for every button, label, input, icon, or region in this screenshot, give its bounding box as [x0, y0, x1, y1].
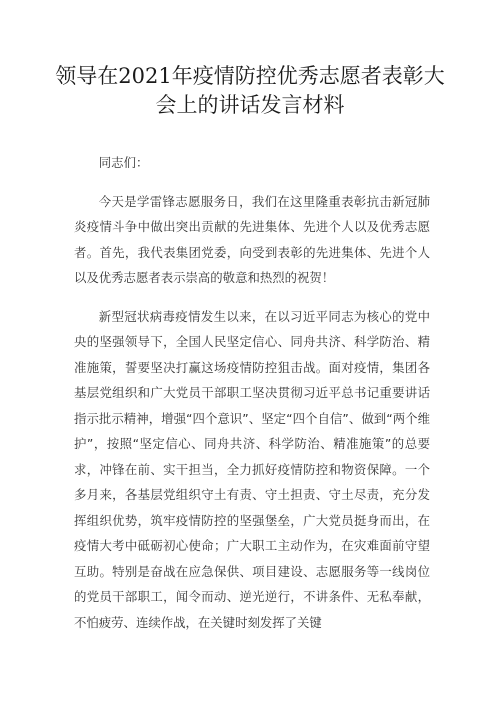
- document-title: [40, 62, 460, 120]
- paragraph-1: 今天是学雷锋志愿服务日，我们在这里隆重表彰抗击新冠肺炎疫情斗争中做出突出贡献的先进集体、先进个人以及优秀志愿者。首先，我代表集团党委，向受到表彰的先进集体、先进个人以及优秀志愿者表示崇高的敬意和热烈的祝贺！: [74, 193, 430, 285]
- title-line-1: 领导在2021年疫情防控优秀志愿者表彰大: [55, 64, 445, 88]
- title-line-2: 会上的讲话发言材料: [155, 93, 345, 117]
- salutation: 同志们：: [98, 155, 149, 170]
- paragraph-2: 新型冠状病毒疫情发生以来，在以习近平同志为核心的党中央的坚强领导下，全国人民坚定信心、同舟共济、科学防治、精准施策，誓要坚决打赢这场疫情防控狙击战。面对疫情，集团各基层党组织和广大党员干部职工坚决贯彻习近平总书记重要讲话指示批示精神，增强“四个意识”、坚定“四个自信”、做到“两个维护”，按照“坚定信心、同舟共济、科学防治、精准施策”的总要求，冲锋在前、实干担当，全力抓好疫情防控和物资保障。一个多月来，各基层党组织守土有责、守土担责、守土尽责，充分发挥组织优势，筑牢疫情防控的坚强堡垒，广大党员挺身而出，在疫情大考中砥砺初心使命；广大职工主动作为，在灾难面前守望互助。特别是奋战在应急保供、项目建设、志愿服务等一线岗位的党员干部职工，闻令而动、逆光逆行，不讲条件、无私奉献，不怕疲劳、连续作战，在关键时刻发挥了关键: [74, 308, 430, 630]
- document-body: [74, 150, 430, 648]
